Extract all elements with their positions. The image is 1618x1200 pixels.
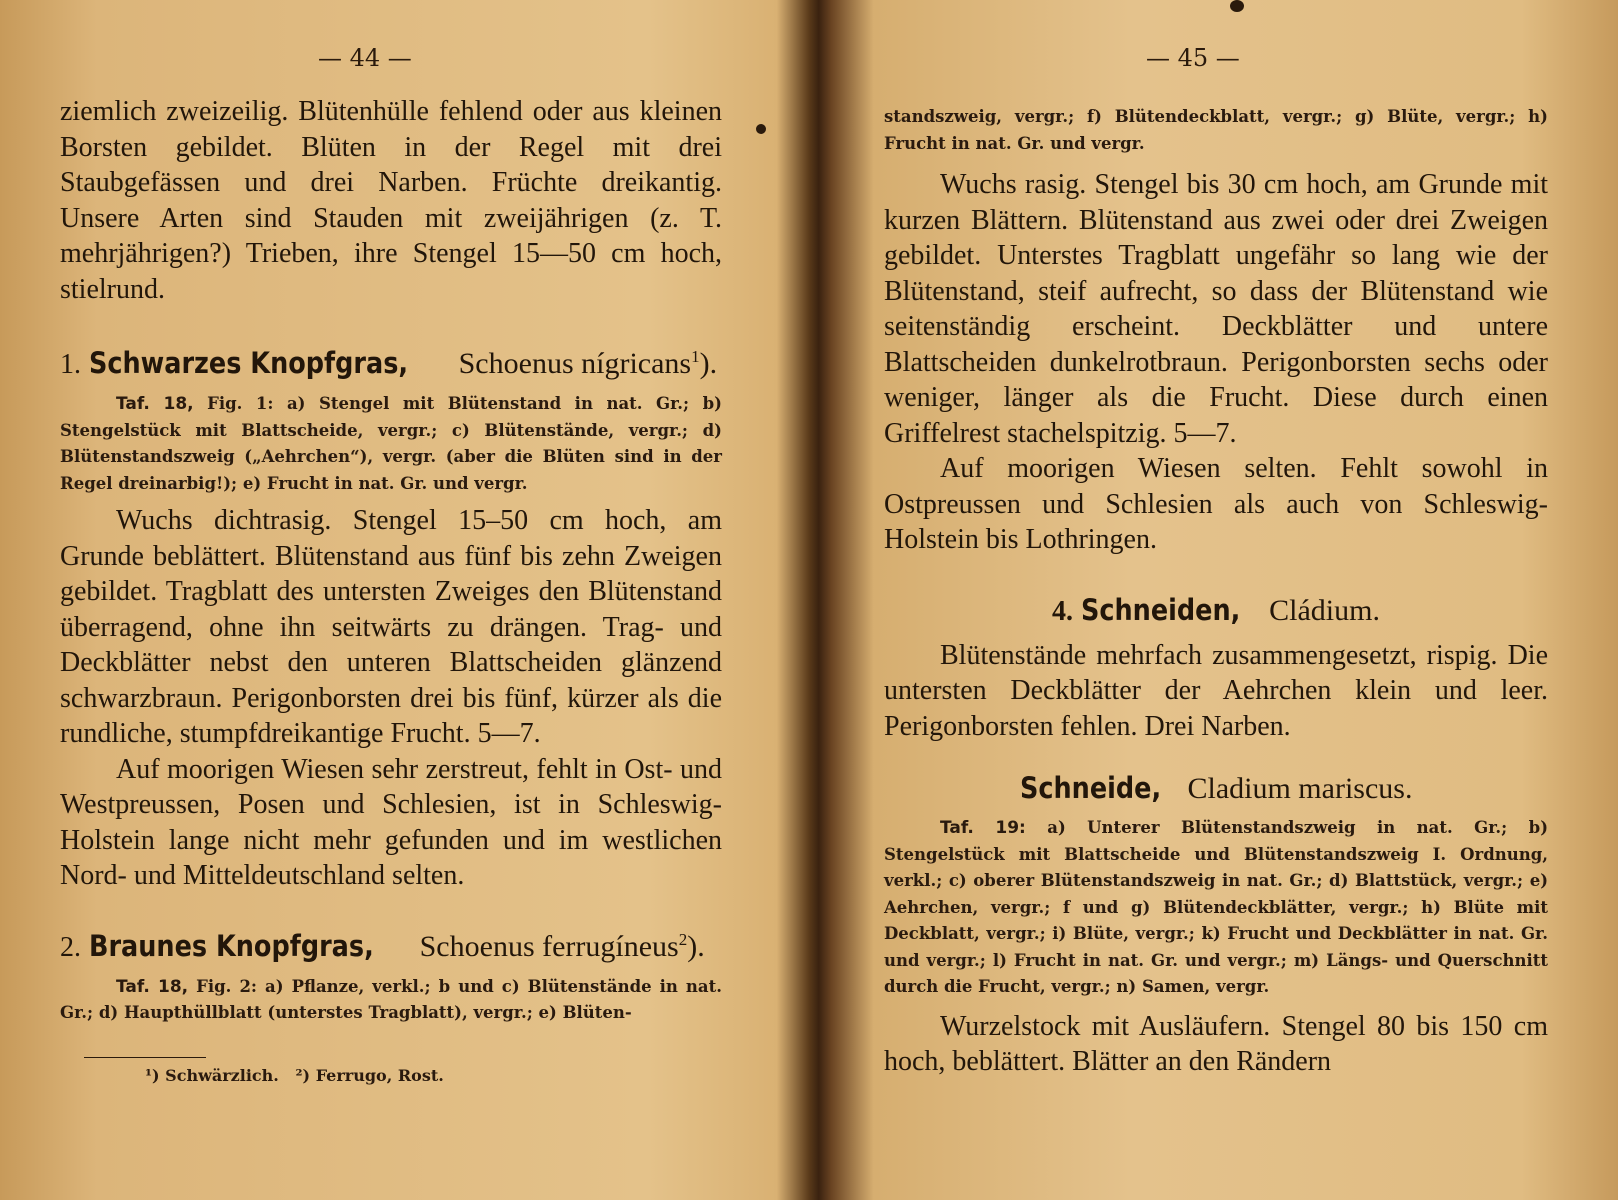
species-latin-name: Schoenus ferrugíneus bbox=[419, 929, 679, 963]
species-number: 2. bbox=[60, 931, 81, 963]
footnote-rule bbox=[84, 1057, 206, 1058]
right-page-body bbox=[884, 104, 1548, 1080]
ink-spot bbox=[1230, 0, 1244, 12]
description-paragraph: Wuchs rasig. Stengel bis 30 cm hoch, am Grunde mit kurzen Blättern. Blütenstand aus zwei oder drei Zweigen gebildet. Unterstes Tragblatt ungefähr so lang wie der Blütenstand, steif aufrecht, so dass der Blütenstand wie seitenständig erscheint. Deckblätter und untere Blattscheiden dunkelrotbraun. Perigonborsten sechs oder weniger, länger als die Frucht. Diese durch einen Griffelrest stachelspitzig. 5—7. bbox=[884, 169, 1548, 449]
page-number: — 44 — bbox=[318, 44, 412, 72]
plate-caption-text: Fig. 1: a) Stengel mit Blütenstand in nat. Gr.; b) Stengelstück mit Blattscheide, vergr.; c) Blütenstände, vergr.; d) Blütenstandszweig („Aehrchen“), vergr. (aber die Blüten sind in der Regel dreinarbig!); e) Frucht in nat. Gr. und vergr. bbox=[60, 394, 722, 493]
plate-caption bbox=[60, 391, 722, 497]
distribution-paragraph: Auf moorigen Wiesen selten. Fehlt sowohl in Ostpreussen und Schlesien als auch von Schleswig-Holstein bis Lothringen. bbox=[884, 453, 1548, 555]
species-heading-1: 1. Schwarzes Knopfgras, Schoenus nígricans$^1$). bbox=[60, 337, 722, 385]
plate-caption-text: a) Unterer Blütenstandszweig in nat. Gr.; b) Stengelstück mit Blattscheide und Blütenstandszweig I. Ordnung, verkl.; c) oberer Blütenstandszweig in nat. Gr.; d) Blattstück, vergr.; e) Aehrchen, vergr.; f und g) Blütendeckblätter, vergr.; h) Blüte mit Deckblatt, vergr.; i) Blüte, vergr.; k) Frucht und Deckblätter in nat. Gr. und vergr.; l) Frucht in nat. Gr. und vergr.; m) Längs- und Querschnitt durch die Frucht, vergr.; n) Samen, vergr. bbox=[884, 818, 1548, 996]
species-latin-name: Cladium mariscus. bbox=[1187, 772, 1413, 805]
footnote-ref: 1 bbox=[691, 347, 700, 366]
plate-reference: Taf. 18, bbox=[116, 976, 189, 997]
species-common-name: Schneide, bbox=[1019, 771, 1161, 805]
species-heading bbox=[884, 768, 1548, 809]
species-common-name: Schwarzes Knopfgras, bbox=[88, 346, 408, 380]
left-page bbox=[0, 0, 800, 1200]
genus-description: Blütenstände mehrfach zusammengesetzt, rispig. Die untersten Deckblätter der Aehrchen klein und leer. Perigonborsten fehlen. Drei Narben. bbox=[884, 639, 1548, 742]
species-heading-2: 2. Braunes Knopfgras, Schoenus ferrugíneus$^2$). bbox=[60, 920, 722, 968]
genus-common-name: Schneiden, bbox=[1080, 592, 1240, 627]
ink-spot bbox=[756, 124, 766, 134]
right-page bbox=[826, 0, 1618, 1200]
species-common-name: Braunes Knopfgras, bbox=[88, 928, 374, 963]
intro-paragraph: ziemlich zweizeilig. Blütenhülle fehlend oder aus kleinen Borsten gebildet. Blüten in der Regel mit drei Staubgefässen und drei Narben. Früchte dreikantig. Unsere Arten sind Stauden mit zweijährigen (z. T. mehrjährigen?) Trieben, ihre Stengel 15—50 cm hoch, stielrund. bbox=[60, 96, 722, 305]
plate-caption-text: Fig. 2: a) Pflanze, verkl.; b und c) Blütenstände in nat. Gr.; d) Haupthüllblatt (unterstes Tragblatt), vergr.; e) Blüten- bbox=[60, 976, 722, 1022]
species-latin-name: Schoenus nígricans bbox=[458, 347, 692, 380]
distribution-paragraph: Auf moorigen Wiesen sehr zerstreut, fehlt in Ost- und Westpreussen, Posen und Schlesien, ist in Schleswig-Holstein lange nicht mehr gefunden und im westlichen Nord- und Mitteldeutschland selten. bbox=[60, 753, 722, 891]
genus-heading bbox=[884, 590, 1548, 632]
page-number: — 45 — bbox=[1146, 44, 1240, 72]
species-number: 1. bbox=[60, 349, 81, 380]
rhizome-paragraph: Wurzelstock mit Ausläufern. Stengel 80 bis 150 cm hoch, beblättert. Blätter an den Rändern bbox=[884, 1010, 1548, 1077]
genus-latin-name: Cládium. bbox=[1269, 593, 1380, 627]
plate-caption bbox=[884, 815, 1548, 1001]
plate-caption-continued: standszweig, vergr.; f) Blütendeckblatt, vergr.; g) Blüte, vergr.; h) Frucht in nat. Gr. und vergr. bbox=[884, 107, 1548, 153]
plate-caption bbox=[60, 974, 722, 1027]
plate-reference: Taf. 19: bbox=[940, 818, 1026, 838]
footnote-ref: 2 bbox=[678, 929, 688, 949]
plate-reference: Taf. 18, bbox=[116, 394, 194, 414]
description-paragraph: Wuchs dichtrasig. Stengel 15–50 cm hoch, am Grunde beblättert. Blütenstand aus fünf bis zehn Zweigen gebildet. Tragblatt des untersten Zweiges den Blütenstand überragend, ohne ihn seitwärts zu drängen. Trag- und Deckblätter nebst den unteren Blattscheiden glänzend schwarzbraun. Perigonborsten drei bis fünf, kürzer als die rundliche, stumpfdreikantige Frucht. 5—7. bbox=[60, 505, 722, 749]
genus-number: 4. bbox=[1052, 595, 1074, 627]
left-page-body bbox=[60, 94, 722, 1027]
footnotes: ¹) Schwärzlich. ²) Ferrugo, Rost. bbox=[145, 1066, 444, 1085]
